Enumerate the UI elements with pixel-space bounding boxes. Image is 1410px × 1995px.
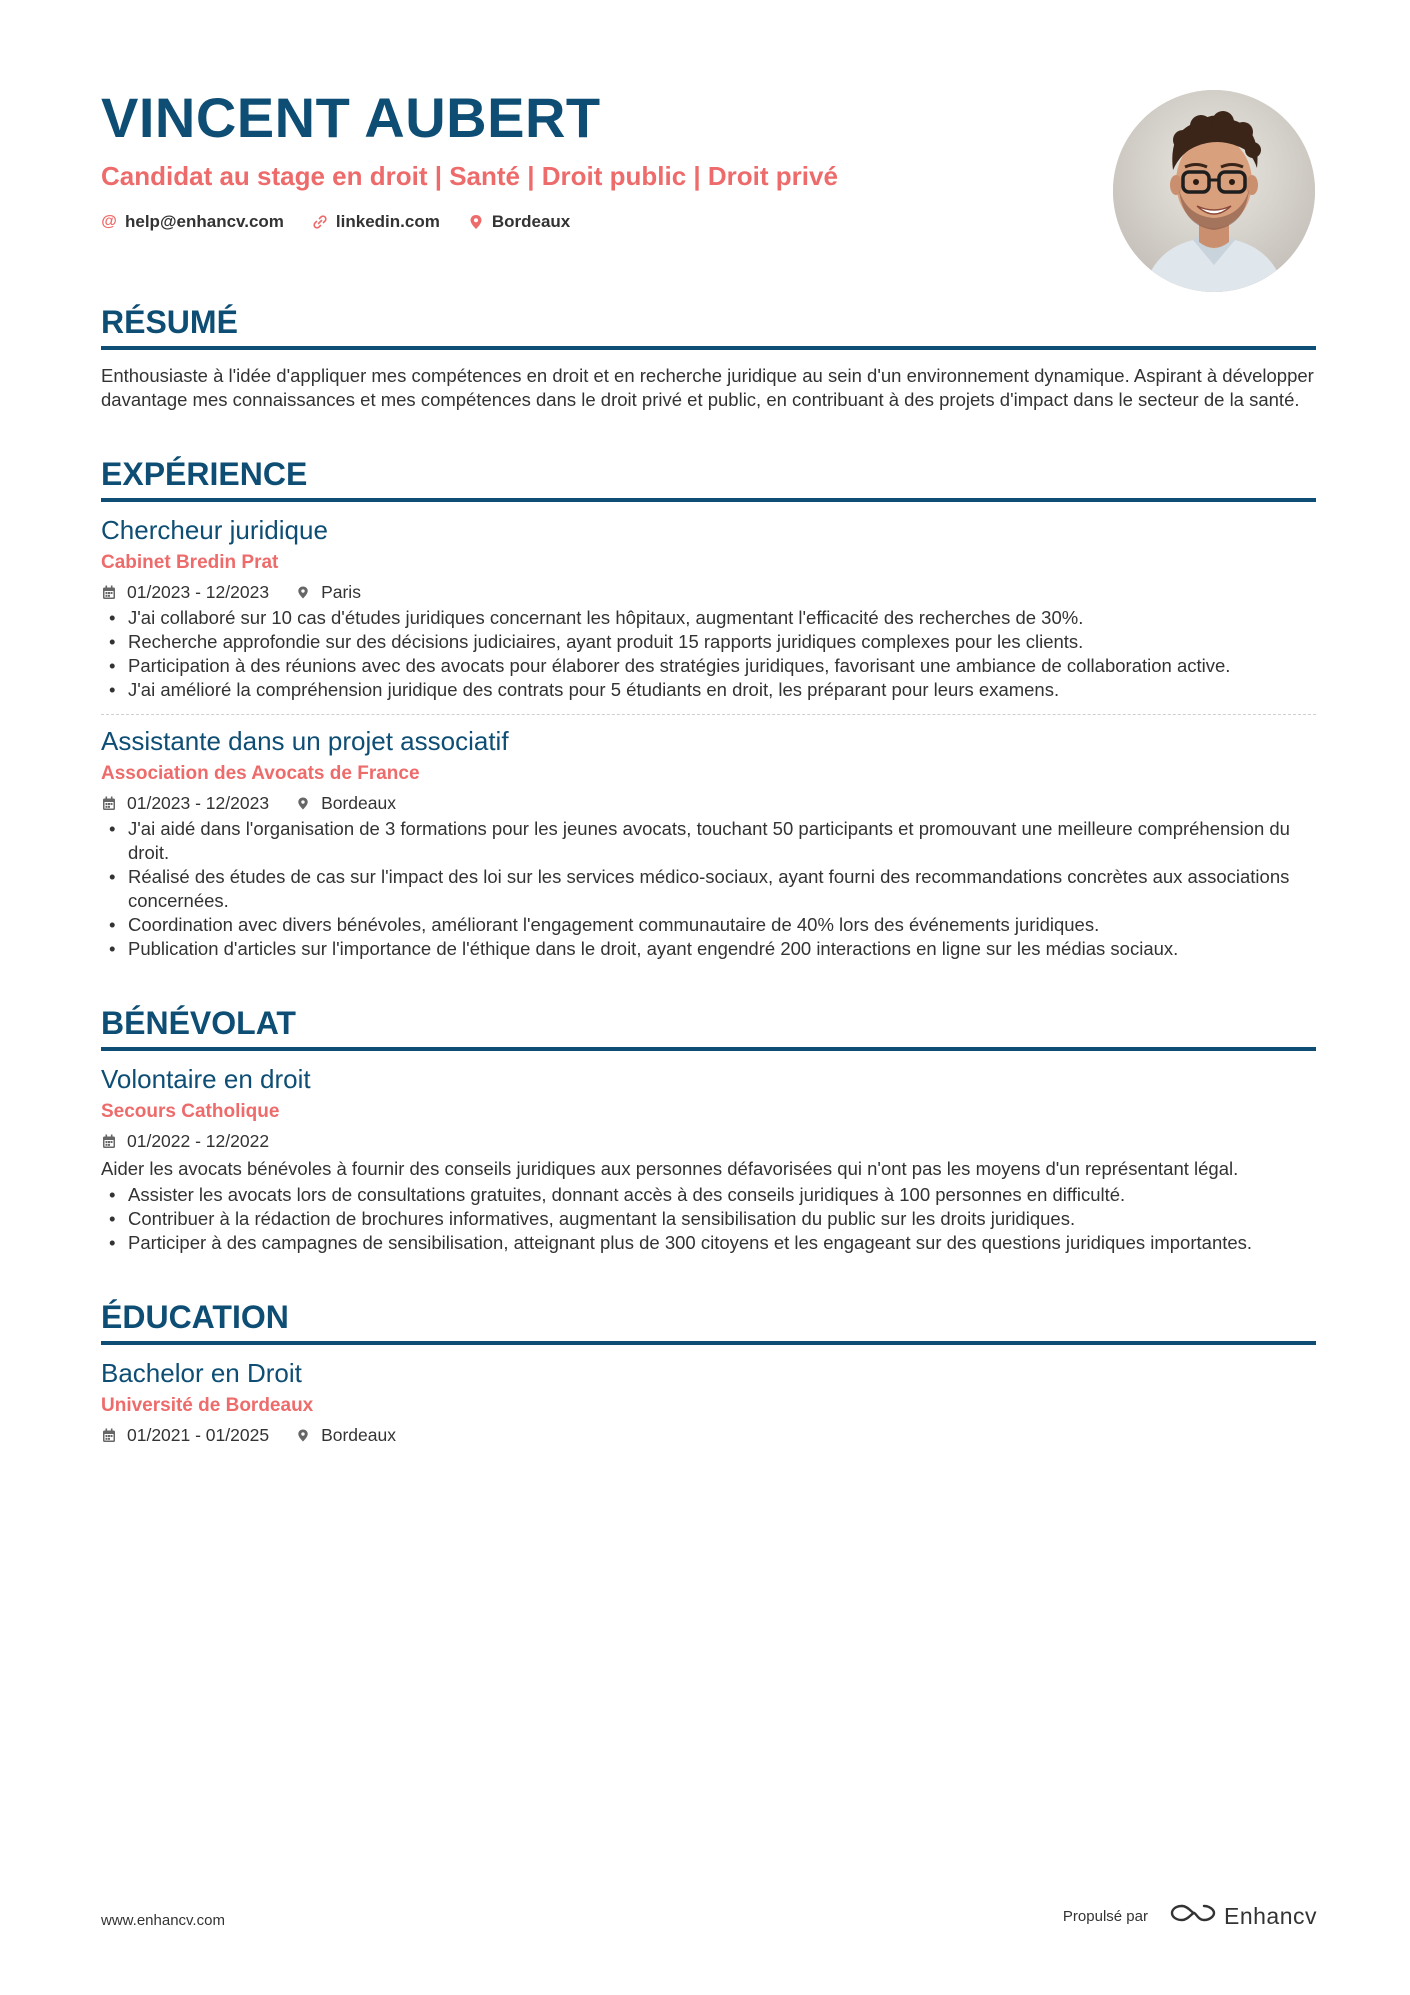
entry-role: Assistante dans un projet associatif bbox=[101, 726, 509, 756]
entry-meta bbox=[101, 1423, 1316, 1447]
summary-section bbox=[101, 302, 1316, 412]
calendar-icon bbox=[101, 584, 117, 600]
list-item: • Participation à des réunions avec des avocats pour élaborer des stratégies juridiques, favorisant une ambiance de collaboration active. bbox=[101, 654, 1316, 678]
dates-text: 01/2023 - 12/2023 bbox=[127, 793, 270, 813]
calendar-icon bbox=[101, 1133, 117, 1149]
map-pin-icon bbox=[295, 584, 311, 600]
map-pin-icon bbox=[295, 1427, 311, 1443]
list-item: • Coordination avec divers bénévoles, améliorant l'engagement communautaire de 40% lors des événements juridiques. bbox=[101, 913, 1316, 937]
brand-link[interactable] bbox=[1170, 1902, 1317, 1930]
volunteering-entry bbox=[101, 1063, 1316, 1255]
entry-role: Chercheur juridique bbox=[101, 515, 328, 545]
summary-text: Enthousiaste à l'idée d'appliquer mes compétences en droit et en recherche juridique au sein d'un environnement dynamique. Aspirant à développer davantage mes connaissances et mes compétences dans le droit privé et public, en contribuant à des projets d'impact dans le secteur de la santé. bbox=[101, 365, 1314, 410]
entry-bullets bbox=[101, 606, 1316, 702]
list-item: • Participer à des campagnes de sensibilisation, atteignant plus de 300 citoyens et les engageant sur des questions juridiques importantes. bbox=[101, 1231, 1316, 1255]
entry-bullets bbox=[101, 817, 1316, 961]
dates-text: 01/2023 - 12/2023 bbox=[127, 582, 270, 602]
experience-entry bbox=[101, 725, 1316, 961]
entry-organization: Association des Avocats de France bbox=[101, 763, 420, 784]
powered-by-label: Propulsé par bbox=[1062, 1907, 1148, 1925]
experience-section bbox=[101, 454, 1316, 961]
email-text: help@enhancv.com bbox=[125, 212, 284, 231]
entry-dates bbox=[101, 1129, 269, 1153]
list-item: • J'ai collaboré sur 10 cas d'études juridiques concernant les hôpitaux, augmentant l'efficacité des recherches de 30%. bbox=[101, 606, 1316, 630]
linkedin-text: linkedin.com bbox=[335, 212, 440, 231]
list-item: • Réalisé des études de cas sur l'impact des loi sur les services médico-sociaux, ayant fourni des recommandations concrètes aux associations concernées. bbox=[101, 865, 1316, 913]
entry-location bbox=[295, 791, 396, 815]
link-icon bbox=[312, 214, 328, 230]
location-text: Bordeaux bbox=[321, 793, 396, 813]
entry-dates bbox=[101, 791, 269, 815]
entry-school: Université de Bordeaux bbox=[101, 1395, 314, 1416]
entry-dates bbox=[101, 580, 269, 604]
entry-organization: Secours Catholique bbox=[101, 1101, 280, 1122]
footer-branding bbox=[1063, 1902, 1317, 1930]
enhancv-logo-icon bbox=[1170, 1902, 1216, 1930]
entry-location bbox=[295, 1423, 396, 1447]
list-item: • Contribuer à la rédaction de brochures informatives, augmentant la sensibilisation du public sur les droits juridiques. bbox=[101, 1207, 1316, 1231]
contact-bar bbox=[101, 212, 1316, 232]
list-item: • J'ai amélioré la compréhension juridique des contrats pour 5 étudiants en droit, les préparant pour leurs examens. bbox=[101, 678, 1316, 702]
education-section bbox=[101, 1297, 1316, 1447]
entry-meta bbox=[101, 1129, 1316, 1153]
entry-dates bbox=[101, 1423, 269, 1447]
entry-location bbox=[295, 580, 361, 604]
entry-role: Volontaire en droit bbox=[101, 1064, 311, 1094]
location-text: Bordeaux bbox=[491, 212, 571, 231]
entry-degree: Bachelor en Droit bbox=[101, 1358, 302, 1388]
section-title-volunteering: BÉNÉVOLAT bbox=[101, 1003, 1316, 1051]
list-item: • Recherche approfondie sur des décisions judiciaires, ayant produit 15 rapports juridiques complexes pour les clients. bbox=[101, 630, 1316, 654]
footer-website[interactable]: www.enhancv.com bbox=[101, 1912, 225, 1929]
contact-linkedin[interactable] bbox=[312, 212, 440, 232]
map-pin-icon bbox=[468, 214, 484, 230]
location-text: Bordeaux bbox=[321, 1425, 396, 1445]
entry-bullets bbox=[101, 1183, 1316, 1255]
at-icon: @ bbox=[101, 213, 117, 230]
map-pin-icon bbox=[295, 795, 311, 811]
section-title-experience: EXPÉRIENCE bbox=[101, 454, 1316, 502]
entry-divider bbox=[101, 714, 1316, 715]
brand-name: Enhancv bbox=[1223, 1902, 1317, 1929]
list-item: • Assister les avocats lors de consultations gratuites, donnant accès à des conseils juridiques à 100 personnes en difficulté. bbox=[101, 1183, 1316, 1207]
resume-content bbox=[101, 86, 1316, 1447]
dates-text: 01/2021 - 01/2025 bbox=[127, 1425, 270, 1445]
volunteering-section bbox=[101, 1003, 1316, 1255]
entry-organization: Cabinet Bredin Prat bbox=[101, 552, 279, 573]
calendar-icon bbox=[101, 1427, 117, 1443]
candidate-headline: Candidat au stage en droit | Santé | Droit public | Droit privé bbox=[101, 161, 838, 191]
experience-entry bbox=[101, 514, 1316, 702]
contact-email[interactable] bbox=[101, 212, 284, 232]
contact-location bbox=[468, 212, 570, 232]
section-title-summary: RÉSUMÉ bbox=[101, 302, 1316, 350]
location-text: Paris bbox=[321, 582, 361, 602]
list-item: • J'ai aidé dans l'organisation de 3 formations pour les jeunes avocats, touchant 50 participants et promouvant une meilleure compréhension du droit. bbox=[101, 817, 1316, 865]
candidate-name: VINCENT AUBERT bbox=[101, 86, 601, 149]
section-title-education: ÉDUCATION bbox=[101, 1297, 1316, 1345]
entry-description: Aider les avocats bénévoles à fournir des conseils juridiques aux personnes défavorisées qui n'ont pas les moyens d'un représentant légal. bbox=[101, 1158, 1239, 1179]
calendar-icon bbox=[101, 795, 117, 811]
education-entry bbox=[101, 1357, 1316, 1447]
list-item: • Publication d'articles sur l'importance de l'éthique dans le droit, ayant engendré 200 interactions en ligne sur les médias sociaux. bbox=[101, 937, 1316, 961]
entry-meta bbox=[101, 791, 1316, 815]
entry-meta bbox=[101, 580, 1316, 604]
dates-text: 01/2022 - 12/2022 bbox=[127, 1131, 270, 1151]
